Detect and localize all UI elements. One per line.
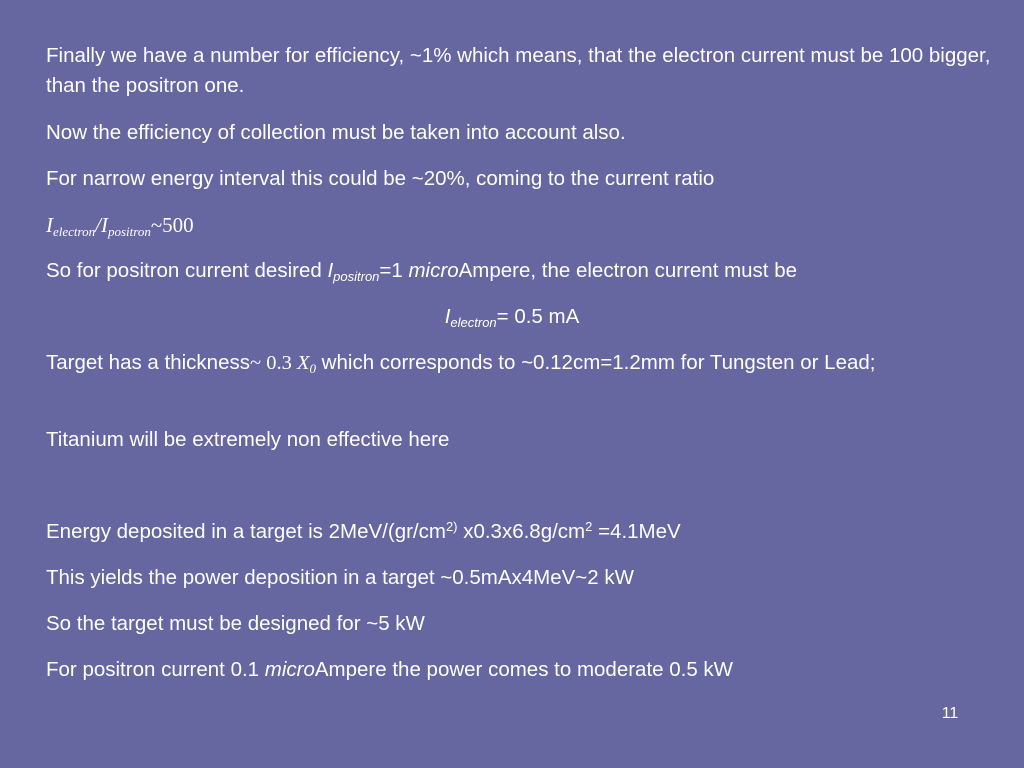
thickness-tilde: ~	[249, 352, 267, 374]
ratio-value: ~500	[150, 213, 194, 237]
energy-text-a: Energy deposited in a target is 2MeV/(gr/cm	[46, 520, 446, 543]
ratio-sub-electron: electron	[53, 224, 96, 239]
paragraph-target-design	[46, 609, 1011, 639]
paragraph-power-deposition	[46, 563, 1011, 593]
low-current-text-b: Ampere the power comes to moderate 0.5 kW	[314, 658, 734, 681]
electron-current-sub: electron	[450, 315, 497, 330]
electron-current-value: = 0.5 mA	[496, 305, 580, 328]
paragraph-efficiency-text: Finally we have a number for efficiency, ~1% which means, that the electron current must be 100 bigger, than the positron one.	[46, 44, 991, 97]
thickness-x-sub: 0	[309, 361, 316, 376]
paragraph-power-deposition-text: This yields the power deposition in a target ~0.5mAx4MeV~2 kW	[46, 566, 634, 589]
paragraph-energy-deposited	[46, 517, 1011, 547]
low-current-micro: micro	[264, 658, 315, 681]
positron-current-i: I	[327, 259, 334, 282]
paragraph-target-thickness	[46, 348, 1011, 378]
energy-sup-1: 2)	[445, 519, 458, 534]
thickness-text-b: which corresponds to ~0.12cm=1.2mm for Tungsten or Lead;	[315, 351, 876, 374]
low-current-text-a: For positron current 0.1	[46, 658, 265, 681]
positron-current-sub: positron	[333, 269, 380, 284]
paragraph-collection-text: Now the efficiency of collection must be taken into account also.	[46, 121, 626, 144]
paragraph-target-design-text: So the target must be designed for ~5 kW	[46, 612, 425, 635]
thickness-x: X	[296, 352, 310, 374]
current-ratio-formula	[46, 210, 1011, 240]
positron-current-micro: micro	[408, 259, 459, 282]
paragraph-positron-current	[46, 256, 1011, 286]
paragraph-collection	[46, 118, 1011, 148]
paragraph-titanium	[46, 425, 1011, 455]
thickness-number: 0.3	[266, 352, 297, 374]
positron-current-text-b: Ampere, the electron current must be	[458, 259, 798, 282]
thickness-text-a: Target has a thickness	[46, 351, 250, 374]
energy-text-c: =4.1MeV	[592, 520, 681, 543]
positron-current-text-a: So for positron current desired	[46, 259, 328, 282]
positron-current-eq: =1	[379, 259, 409, 282]
slide-number: 11	[941, 705, 959, 722]
paragraph-narrow-interval	[46, 164, 1011, 194]
ratio-slash-i-positron: /I	[95, 213, 108, 237]
paragraph-low-current-power	[46, 655, 1011, 685]
paragraph-electron-current	[0, 302, 1024, 332]
paragraph-narrow-interval-text: For narrow energy interval this could be ~20%, coming to the current ratio	[46, 167, 715, 190]
ratio-i-electron: I	[46, 213, 53, 237]
paragraph-titanium-text: Titanium will be extremely non effective here	[46, 428, 450, 451]
electron-current-i: I	[444, 305, 451, 328]
ratio-sub-positron: positron	[107, 224, 151, 239]
paragraph-efficiency	[46, 41, 1011, 101]
energy-sup-2: 2	[585, 519, 593, 534]
energy-text-b: x0.3x6.8g/cm	[457, 520, 586, 543]
